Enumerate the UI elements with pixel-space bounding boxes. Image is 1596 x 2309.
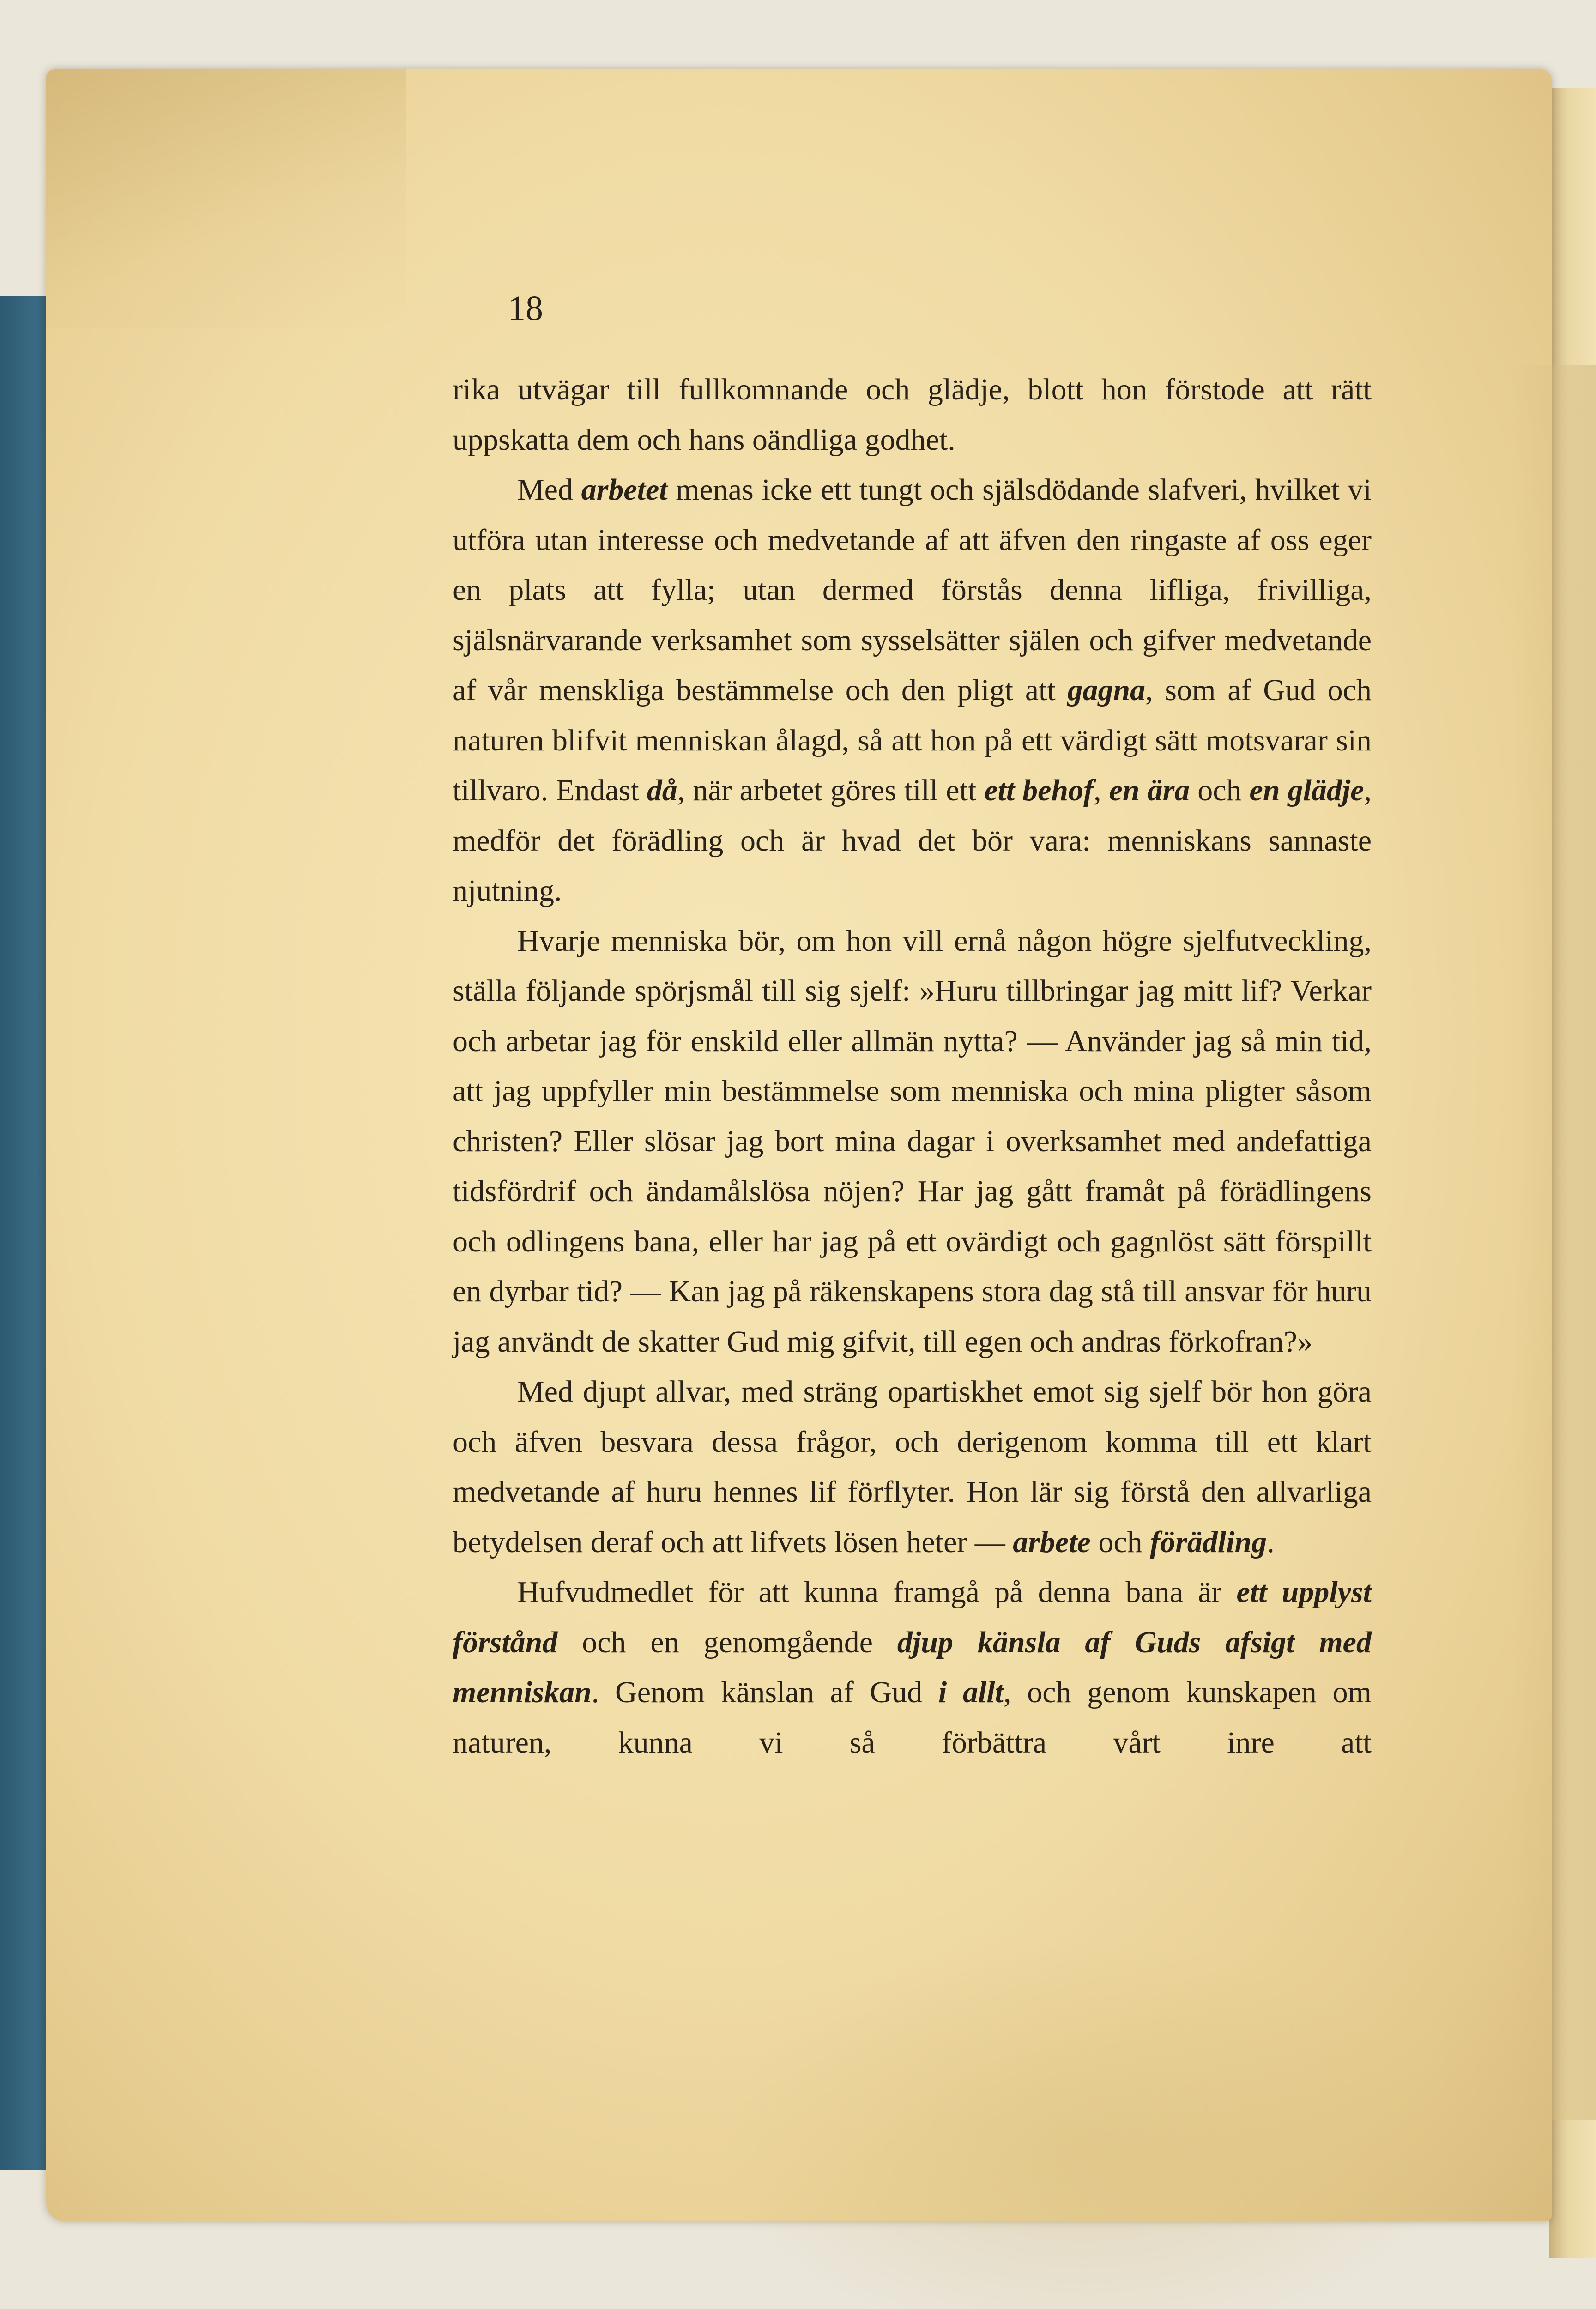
text-run: Hufvudmedlet för att kunna framgå på denna bana är bbox=[517, 1575, 1237, 1609]
text-run: Med djupt allvar, med sträng opartiskhet emot sig sjelf bör hon göra och äfven besvara dessa frågor, och derigenom komma till ett klart medvetande af huru hennes lif förflyter. Hon lär sig förstå den allvarliga betydelsen deraf och att lifvets lösen heter — bbox=[453, 1375, 1372, 1559]
text-run: och en genomgående bbox=[557, 1625, 897, 1659]
page-number: 18 bbox=[508, 289, 543, 328]
page-wear-corner bbox=[46, 69, 406, 328]
emphasized-text: förädling bbox=[1150, 1525, 1267, 1559]
text-run: Med bbox=[517, 473, 581, 507]
text-run: . Genom känslan af Gud bbox=[591, 1675, 938, 1709]
emphasized-text: arbete bbox=[1013, 1525, 1091, 1559]
text-run: , medför det förädling och är hvad det bör vara: menniskans sannaste njutning. bbox=[453, 774, 1372, 907]
text-run: , bbox=[1094, 774, 1109, 807]
emphasized-text: gagna bbox=[1067, 673, 1146, 707]
text-run: och bbox=[1090, 1525, 1150, 1559]
text-run: , som af Gud och naturen blifvit menniskan ålagd, så att hon på ett värdigt sätt motsvarar sin tillvaro. Endast bbox=[453, 673, 1372, 807]
text-run: Hvarje menniska bör, om hon vill ernå någon högre sjelfutveckling, ställa följande spörjsmål till sig sjelf: »Huru tillbringar jag mitt lif? Verkar och arbetar jag för enskild eller allmän nytta? — Använder jag så min tid, att jag uppfyller min bestämmelse som menniska och mina pligter såsom christen? Eller slösar jag bort mina dagar i overksamhet med andefattiga tidsfördrif och ändamålslösa nöjen? Har jag gått framåt på förädlingens och odlingens bana, eller har jag på ett ovärdigt och gagnlöst sätt förspillt en dyrbar tid? — Kan jag på räkenskapens stora dag stå till ansvar för huru jag användt de skatter Gud mig gifvit, till egen och andras förkofran?» bbox=[453, 924, 1372, 1359]
text-run: rika utvägar till fullkomnande och glädje, blott hon förstode att rätt uppskatta dem och hans oändliga godhet. bbox=[453, 373, 1372, 457]
text-run: , och genom kunskapen om naturen, kunna vi så förbättra vårt inre att bbox=[453, 1675, 1372, 1759]
text-run: menas icke ett tungt och själsdödande slafveri, hvilket vi utföra utan interesse och medvetande af att äfven den ringaste af oss eger en plats att fylla; utan dermed förstås denna lifliga, frivilliga, själsnärvarande verksamhet som sysselsätter själen och gifver medvetande af vår menskliga bestämmelse och den pligt att bbox=[453, 473, 1372, 707]
paragraph bbox=[453, 916, 1372, 1367]
text-run: , när arbetet göres till ett bbox=[677, 774, 985, 807]
emphasized-text: en glädje bbox=[1249, 774, 1364, 807]
emphasized-text: arbetet bbox=[581, 473, 668, 507]
text-run: . bbox=[1267, 1525, 1275, 1559]
emphasized-text: ett upplyst förstånd bbox=[453, 1575, 1372, 1659]
emphasized-text: då bbox=[647, 774, 677, 807]
emphasized-text: i allt bbox=[938, 1675, 1004, 1709]
text-run: och bbox=[1190, 774, 1250, 807]
paragraph bbox=[453, 1367, 1372, 1567]
emphasized-text: djup känsla af Guds afsigt med menniskan bbox=[453, 1625, 1372, 1709]
paragraph bbox=[453, 1567, 1372, 1768]
paragraph bbox=[453, 365, 1372, 465]
body-text bbox=[453, 365, 1372, 1768]
emphasized-text: ett behof bbox=[984, 774, 1094, 807]
emphasized-text: en ära bbox=[1109, 774, 1190, 807]
page-stain bbox=[716, 1940, 1455, 2309]
page-gutter-shadow bbox=[1510, 365, 1596, 2120]
paragraph bbox=[453, 465, 1372, 916]
